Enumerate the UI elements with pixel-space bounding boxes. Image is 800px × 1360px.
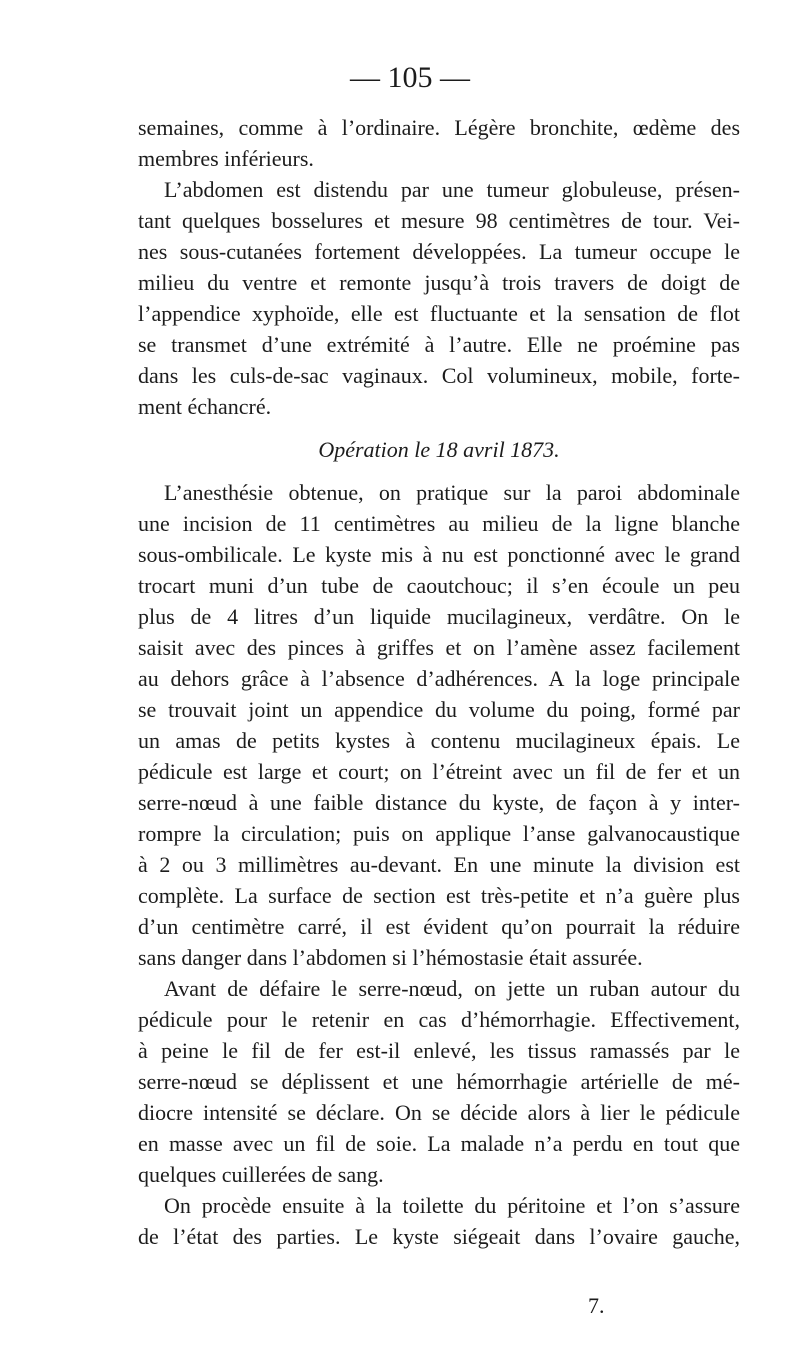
text-line: d’un centimètre carré, il est évident qu’on pourrait la réduire [138, 914, 740, 939]
text-line: L’anesthésie obtenue, on pratique sur la paroi abdominale [164, 480, 740, 505]
text-line: diocre intensité se déclare. On se décide alors à lier le pédicule [138, 1100, 740, 1125]
text-line: On procède ensuite à la toilette du péritoine et l’on s’assure [164, 1193, 740, 1218]
text-line: semaines, comme à l’ordinaire. Légère bronchite, œdème des [138, 115, 740, 140]
text-line: ment échancré. [138, 394, 272, 419]
text-line: Avant de défaire le serre-nœud, on jette un ruban autour du [164, 976, 740, 1001]
section-heading: Opération le 18 avril 1873. [318, 437, 560, 462]
text-line: au dehors grâce à l’absence d’adhérences. A la loge principale [138, 666, 740, 691]
text-line: une incision de 11 centimètres au milieu de la ligne blanche [138, 511, 740, 536]
text-line: L’abdomen est distendu par une tumeur globuleuse, présen- [164, 177, 740, 202]
body-text [138, 112, 740, 1252]
signature-mark: 7. [588, 1293, 605, 1318]
text-line: saisit avec des pinces à griffes et on l’amène assez facilement [138, 635, 740, 660]
text-line: milieu du ventre et remonte jusqu’à trois travers de doigt de [138, 270, 740, 295]
page-number: — 105 — [350, 61, 470, 94]
text-line: membres inférieurs. [138, 146, 314, 171]
text-line: complète. La surface de section est très-petite et n’a guère plus [138, 883, 740, 908]
paragraphs-before-heading [138, 112, 740, 422]
text-line: à peine le fil de fer est-il enlevé, les tissus ramassés par le [138, 1038, 740, 1063]
text-line: pédicule est large et court; on l’étreint avec un fil de fer et un [138, 759, 740, 784]
paragraphs-after-heading [138, 477, 740, 1252]
text-line: serre-nœud se déplissent et une hémorrhagie artérielle de mé- [138, 1069, 740, 1094]
text-line: tant quelques bosselures et mesure 98 centimètres de tour. Vei- [138, 208, 740, 233]
text-line: l’appendice xyphoïde, elle est fluctuante et la sensation de flot [138, 301, 740, 326]
text-line: trocart muni d’un tube de caoutchouc; il s’en écoule un peu [138, 573, 740, 598]
text-line: se trouvait joint un appendice du volume du poing, formé par [138, 697, 740, 722]
text-line: nes sous-cutanées fortement développées. La tumeur occupe le [138, 239, 740, 264]
text-line: serre-nœud à une faible distance du kyste, de façon à y inter- [138, 790, 740, 815]
text-line: rompre la circulation; puis on applique l’anse galvanocaustique [138, 821, 740, 846]
text-line: en masse avec un fil de soie. La malade n’a perdu en tout que [138, 1131, 740, 1156]
text-line: à 2 ou 3 millimètres au-devant. En une minute la division est [138, 852, 740, 877]
text-line: sans danger dans l’abdomen si l’hémostasie était assurée. [138, 945, 643, 970]
text-line: quelques cuillerées de sang. [138, 1162, 384, 1187]
text-line: de l’état des parties. Le kyste siégeait dans l’ovaire gauche, [138, 1224, 740, 1249]
text-line: dans les culs-de-sac vaginaux. Col volumineux, mobile, forte- [138, 363, 740, 388]
text-line: se transmet d’une extrémité à l’autre. Elle ne proémine pas [138, 332, 740, 357]
text-line: un amas de petits kystes à contenu mucilagineux épais. Le [138, 728, 740, 753]
text-line: sous-ombilicale. Le kyste mis à nu est ponctionné avec le grand [138, 542, 740, 567]
text-line: pédicule pour le retenir en cas d’hémorrhagie. Effectivement, [138, 1007, 740, 1032]
text-line: plus de 4 litres d’un liquide mucilagineux, verdâtre. On le [138, 604, 740, 629]
